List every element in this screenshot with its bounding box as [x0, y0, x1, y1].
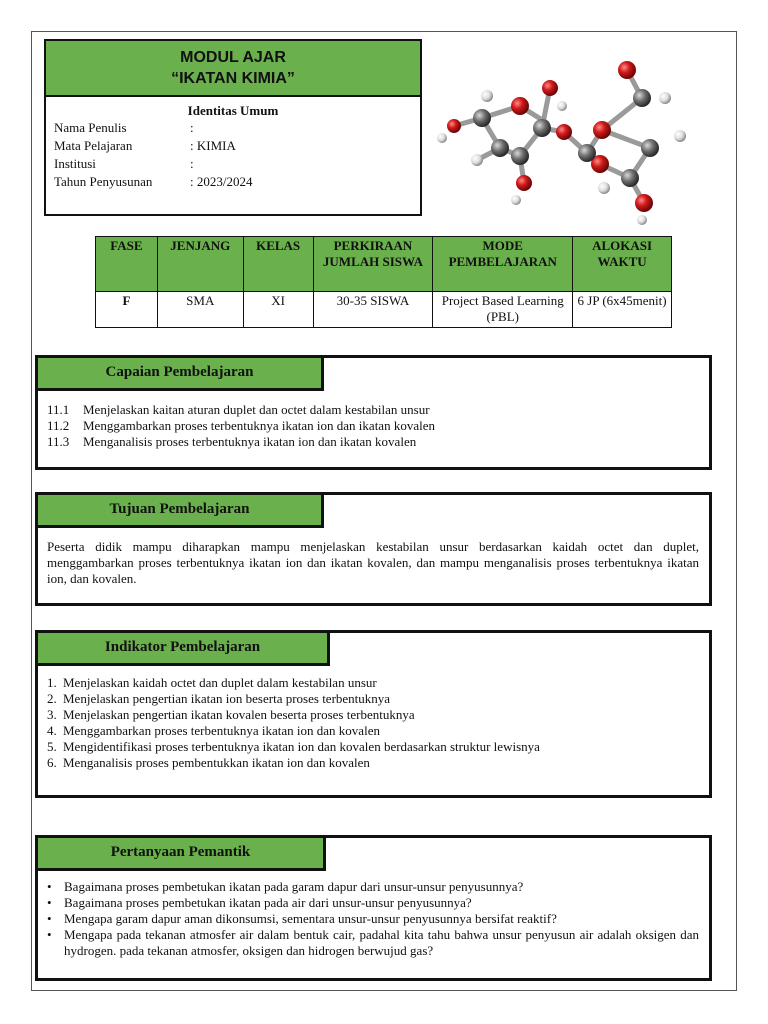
cell-alokasi: 6 JP (6x45menit) [573, 292, 672, 328]
identity-fields [46, 119, 420, 191]
section-body [47, 539, 699, 587]
field-author [46, 119, 420, 137]
item-number: 2. [47, 691, 57, 706]
header-fase: FASE [96, 237, 158, 292]
module-title: MODUL AJAR [180, 49, 286, 66]
section-body [47, 675, 699, 771]
item-text: Mengidentifikasi proses terbentuknya ikatan ion dan kovalen berdasarkan struktur lewisnya [63, 739, 540, 754]
identity-heading: Identitas Umum [187, 103, 279, 118]
field-label: Nama Penulis [54, 120, 127, 135]
list-item [47, 895, 699, 911]
bullet-icon: • [47, 927, 52, 942]
field-subject [46, 137, 420, 155]
list-item [47, 402, 699, 418]
item-number: 3. [47, 707, 57, 722]
section-heading: Capaian Pembelajaran [38, 358, 324, 391]
field-label: Institusi [54, 156, 96, 171]
molecule-model-image [432, 48, 712, 228]
field-institution [46, 155, 420, 173]
list-item [47, 927, 699, 959]
bullet-icon: • [47, 879, 52, 894]
list-item [47, 434, 699, 450]
list-item [47, 418, 699, 434]
section-heading: Indikator Pembelajaran [38, 633, 330, 666]
indikator-list [47, 675, 699, 771]
cell-jenjang: SMA [157, 292, 243, 328]
list-item [47, 691, 699, 707]
cell-kelas: XI [243, 292, 313, 328]
cell-mode: Project Based Learning (PBL) [433, 292, 573, 328]
field-label: Mata Pelajaran [54, 138, 133, 153]
item-text: Menggambarkan proses terbentuknya ikatan ion dan kovalen [63, 723, 380, 738]
item-text: Menjelaskan pengertian ikatan kovalen beserta proses terbentuknya [63, 707, 415, 722]
field-value: : 2023/2024 [190, 174, 253, 189]
list-item [47, 707, 699, 723]
item-number: 6. [47, 755, 57, 770]
field-value: : KIMIA [190, 138, 236, 153]
item-number: 11.2 [47, 418, 70, 433]
list-item [47, 911, 699, 927]
item-number: 5. [47, 739, 57, 754]
section-body [47, 879, 699, 959]
header-jenjang: JENJANG [157, 237, 243, 292]
item-text: Mengapa garam dapur aman dikonsumsi, sementara unsur-unsur penyusunnya bersifat reaktif? [64, 911, 557, 926]
title-banner [46, 41, 420, 97]
bullet-icon: • [47, 911, 52, 926]
list-item [47, 675, 699, 691]
section-indikator [35, 630, 712, 798]
item-number: 4. [47, 723, 57, 738]
list-item [47, 755, 699, 771]
header-kelas: KELAS [243, 237, 313, 292]
capaian-list [47, 402, 699, 450]
tujuan-text: Peserta didik mampu diharapkan mampu menjelaskan kestabilan unsur berdasarkan kaidah octet dan duplet, menggambarkan proses terbentuknya ikatan ion dan ikatan kovalen, dan mampu menganalisis proses terbentuknya ikatan ion, dan kovalen. [47, 539, 699, 586]
header-jumlah-siswa: PERKIRAAN JUMLAH SISWA [313, 237, 433, 292]
module-topic: “IKATAN KIMIA” [171, 70, 295, 87]
field-value: : [190, 120, 194, 135]
item-text: Menjelaskan pengertian ikatan ion beserta proses terbentuknya [63, 691, 391, 706]
header-mode: MODE PEMBELAJARAN [433, 237, 573, 292]
field-value: : [190, 156, 194, 171]
title-identity-box [44, 39, 422, 216]
cell-fase: F [96, 292, 158, 328]
item-text: Menjelaskan kaitan aturan duplet dan octet dalam kestabilan unsur [83, 402, 430, 417]
table-row [96, 292, 672, 328]
header-alokasi: ALOKASI WAKTU [573, 237, 672, 292]
section-heading: Pertanyaan Pemantik [38, 838, 326, 871]
item-text: Menganalisis proses terbentuknya ikatan ion dan ikatan kovalen [83, 434, 417, 449]
item-text: Menjelaskan kaidah octet dan duplet dalam kestabilan unsur [63, 675, 377, 690]
class-info-table [95, 236, 672, 328]
list-item [47, 879, 699, 895]
item-text: Bagaimana proses pembetukan ikatan pada garam dapur dari unsur-unsur penyusunnya? [64, 879, 524, 894]
pemantik-list [47, 879, 699, 959]
table-header-row [96, 237, 672, 292]
item-number: 1. [47, 675, 57, 690]
item-number: 11.3 [47, 434, 70, 449]
field-year [46, 173, 420, 191]
cell-jumlah-siswa: 30-35 SISWA [313, 292, 433, 328]
section-capaian [35, 355, 712, 470]
item-number: 11.1 [47, 402, 70, 417]
list-item [47, 739, 699, 755]
section-heading: Tujuan Pembelajaran [38, 495, 324, 528]
list-item [47, 723, 699, 739]
field-label: Tahun Penyusunan [54, 174, 153, 189]
item-text: Bagaimana proses pembetukan ikatan pada air dari unsur-unsur penyusunnya? [64, 895, 472, 910]
section-body [47, 402, 699, 450]
section-tujuan [35, 492, 712, 606]
bullet-icon: • [47, 895, 52, 910]
section-pemantik [35, 835, 712, 981]
item-text: Mengapa pada tekanan atmosfer air dalam bentuk cair, padahal kita tahu bahwa unsur penyusun air adalah oksigen dan hydrogen. pada tekanan atmosfer, oksigen dan hidrogen berwujud gas? [64, 927, 699, 958]
item-text: Menggambarkan proses terbentuknya ikatan ion dan ikatan kovalen [83, 418, 435, 433]
item-text: Menganalisis proses pembentukkan ikatan ion dan kovalen [63, 755, 370, 770]
